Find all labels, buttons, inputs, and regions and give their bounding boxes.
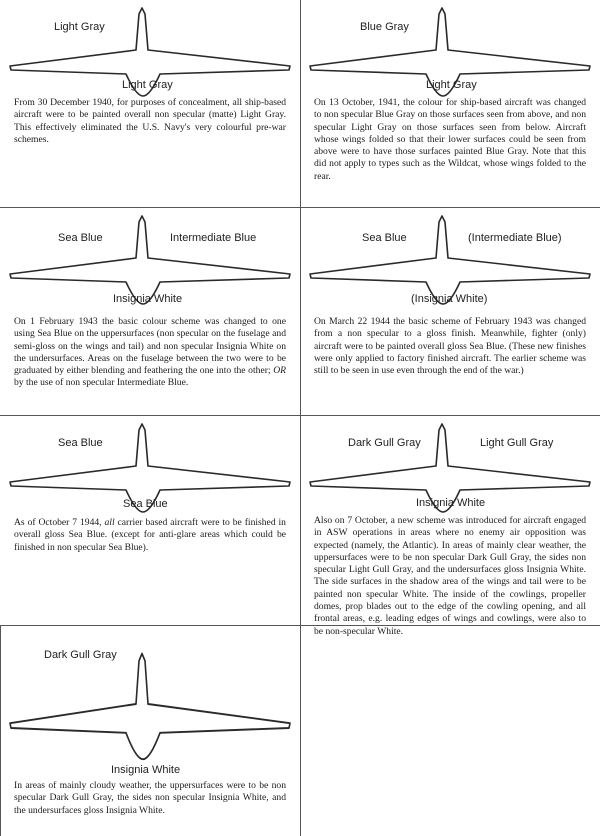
scheme-description: On 1 February 1943 the basic colour scheme was changed to one using Sea Blue on the uppersurfaces (non specular on the fuselage and semi-gloss on the wings and tail) and non specular Insignia White on the undersurfaces. Areas on the fuselage between the two were to be graduated by either blending and feathering the one into the other; OR by the use of non specular Intermediate Blue. xyxy=(14,316,286,389)
under-surface-label: Sea Blue xyxy=(123,498,168,510)
scheme-description: Also on 7 October, a new scheme was introduced for aircraft engaged in ASW operations in areas where no enemy air opposition was expected (namely, the Atlantic). In areas of mainly clear weather, the uppersurfaces were to be non specular Dark Gull Gray, the sides non specular Light Gull Gray, and the undersurfaces gloss Insignia White. The side surfaces in the shadow area of the wings and tail were to be painted non specular White. The inside of the cowlings, propeller domes, prop blades out to the edge of the cowling opening, and all frontal areas, e.g. leading edges of wings and cowlings, were also to be non-specular White. xyxy=(314,515,586,637)
scheme-panel-1943 xyxy=(0,208,300,415)
scheme-panel-1940 xyxy=(0,0,300,207)
side-surface-label: Intermediate Blue xyxy=(170,232,257,244)
upper-surface-label: Sea Blue xyxy=(58,232,103,244)
scheme-panel-1944-october xyxy=(0,416,300,625)
scheme-description: As of October 7 1944, all carrier based aircraft were to be finished in overall gloss Sea Blue. (except for anti-glare areas which could be finished in non specular Sea Blue). xyxy=(14,517,286,553)
scheme-description: From 30 December 1940, for purposes of concealment, all ship-based aircraft were to be painted overall non specular (matte) Light Gray. This effectively eliminated the U.S. Navy's very colourful pre-war schemes. xyxy=(14,97,286,145)
scheme-panel-asw-cloudy xyxy=(0,626,300,836)
under-surface-label: Light Gray xyxy=(426,79,477,91)
upper-surface-label: Blue Gray xyxy=(360,21,409,33)
upper-surface-label: Sea Blue xyxy=(362,232,407,244)
scheme-panel-1941 xyxy=(300,0,600,207)
scheme-description: On 13 October, 1941, the colour for ship-based aircraft was changed to non specular Blue Gray on those surfaces seen from above, and non specular Light Gray on those surfaces seen from below. Aircraft whose wings folded so that their lower surfaces could be seen from above were to have those surfaces painted Blue Gray. Note that this did not apply to types such as the Wildcat, whose wings folded to the rear. xyxy=(314,97,586,182)
upper-surface-label: Dark Gull Gray xyxy=(348,437,421,449)
scheme-description: In areas of mainly cloudy weather, the uppersurfaces were to be non specular Dark Gull Gray, the sides non specular Insignia White, and the undersurfaces gloss Insignia White. xyxy=(14,780,286,816)
under-surface-label: Light Gray xyxy=(122,79,173,91)
side-surface-label: (Intermediate Blue) xyxy=(468,232,562,244)
aircraft-front-view-icon xyxy=(0,644,300,764)
scheme-panel-1944-march xyxy=(300,208,600,415)
under-surface-label: Insignia White xyxy=(111,764,181,776)
bottom-cell-right-border xyxy=(300,625,301,836)
upper-surface-label: Dark Gull Gray xyxy=(44,649,117,661)
scheme-panel-asw-clear xyxy=(300,416,600,637)
upper-surface-label: Sea Blue xyxy=(58,437,103,449)
under-surface-label: Insignia White xyxy=(113,293,183,305)
side-surface-label: Light Gull Gray xyxy=(480,437,554,449)
scheme-description: On March 22 1944 the basic scheme of February 1943 was changed from a non specular to a gloss finish. Meanwhile, fighter (only) aircraft were to be painted overall gloss Sea Blue. (These new finishes were only applied to factory finished aircraft. The earlier scheme was still to be seen in use even through the end of the war.) xyxy=(314,316,586,377)
upper-surface-label: Light Gray xyxy=(54,21,105,33)
under-surface-label: Insignia White xyxy=(416,497,486,509)
under-surface-label: (Insignia White) xyxy=(411,293,488,305)
